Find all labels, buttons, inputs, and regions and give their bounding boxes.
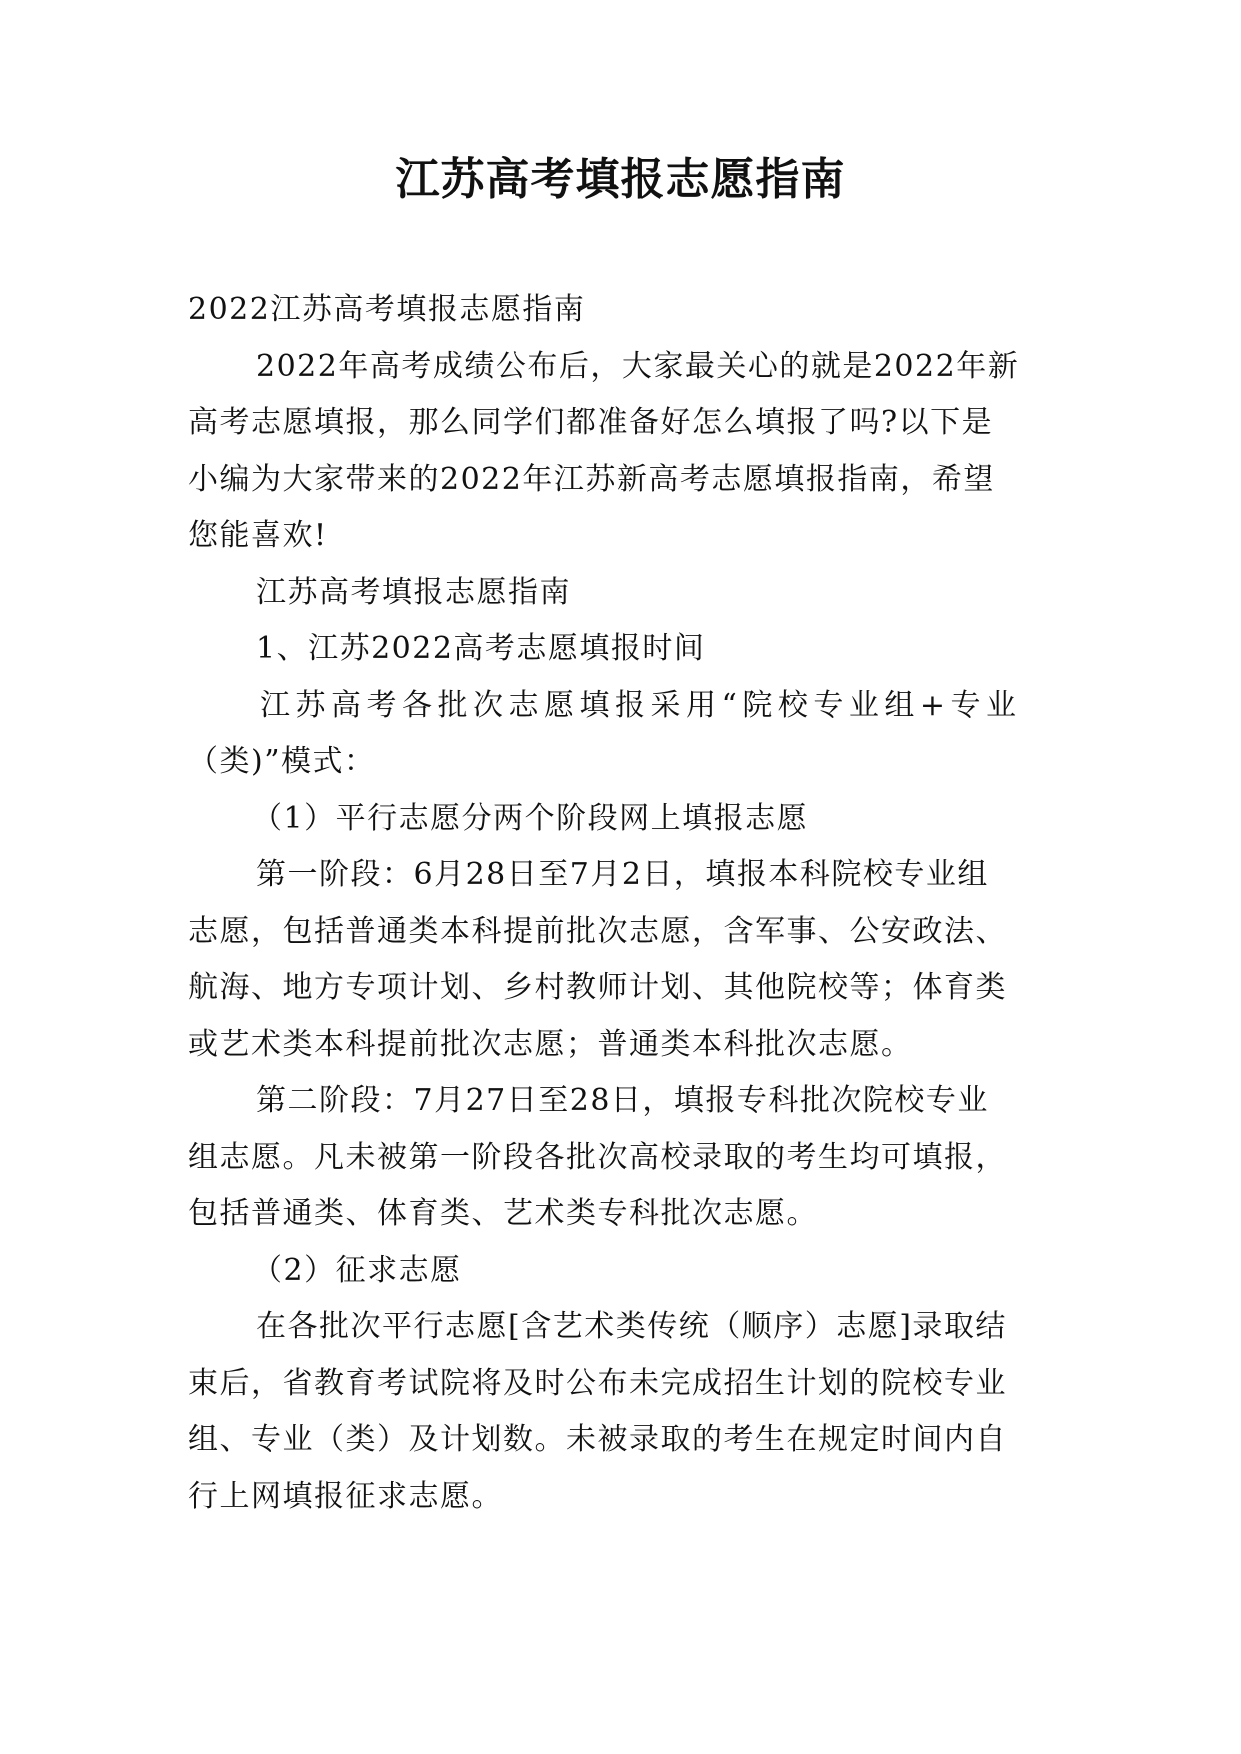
paragraph-line: 或艺术类本科提前批次志愿；普通类本科批次志愿。 [188, 1026, 913, 1062]
section-heading: 1、江苏2022高考志愿填报时间 [256, 631, 706, 666]
paragraph-line: 小编为大家带来的2022年江苏新高考志愿填报指南，希望 [188, 461, 995, 497]
subsection-heading: （2）征求志愿 [252, 1252, 462, 1288]
paragraph-line: 包括普通类、体育类、艺术类专科批次志愿。 [188, 1196, 818, 1231]
section-heading: 江苏高考填报志愿指南 [256, 574, 571, 610]
subtitle-line: 2022江苏高考填报志愿指南 [188, 292, 586, 327]
paragraph-line: 江苏高考各批次志愿填报采用“院校专业组+专业 [260, 687, 1022, 723]
paragraph-line: 2022年高考成绩公布后，大家最关心的就是2022年新 [256, 348, 1020, 384]
paragraph-line: 组、专业（类）及计划数。未被录取的考生在规定时间内自 [188, 1422, 1007, 1457]
subsection-heading: （1）平行志愿分两个阶段网上填报志愿 [252, 800, 809, 836]
paragraph-line: 高考志愿填报，那么同学们都准备好怎么填报了吗?以下是 [188, 405, 994, 440]
paragraph-line: 第一阶段：6月28日至7月2日，填报本科院校专业组 [256, 857, 989, 892]
paragraph-line: 束后，省教育考试院将及时公布未完成招生计划的院校专业 [188, 1365, 1007, 1401]
paragraph-line: 组志愿。凡未被第一阶段各批次高校录取的考生均可填报， [188, 1139, 1007, 1175]
paragraph-line: 您能喜欢! [188, 518, 328, 553]
paragraph-line: 志愿，包括普通类本科提前批次志愿，含军事、公安政法、 [188, 913, 1007, 949]
document-body [188, 282, 1058, 1525]
paragraph-line: 第二阶段：7月27日至28日，填报专科批次院校专业 [256, 1083, 989, 1118]
paragraph-line: 航海、地方专项计划、乡村教师计划、其他院校等；体育类 [188, 970, 1007, 1005]
document-title: 江苏高考填报志愿指南 [395, 154, 846, 205]
paragraph-line: 行上网填报征求志愿。 [188, 1478, 503, 1514]
paragraph-line: 在各批次平行志愿[含艺术类传统（顺序）志愿]录取结 [256, 1309, 1007, 1344]
paragraph-line: （类)”模式： [188, 744, 376, 779]
